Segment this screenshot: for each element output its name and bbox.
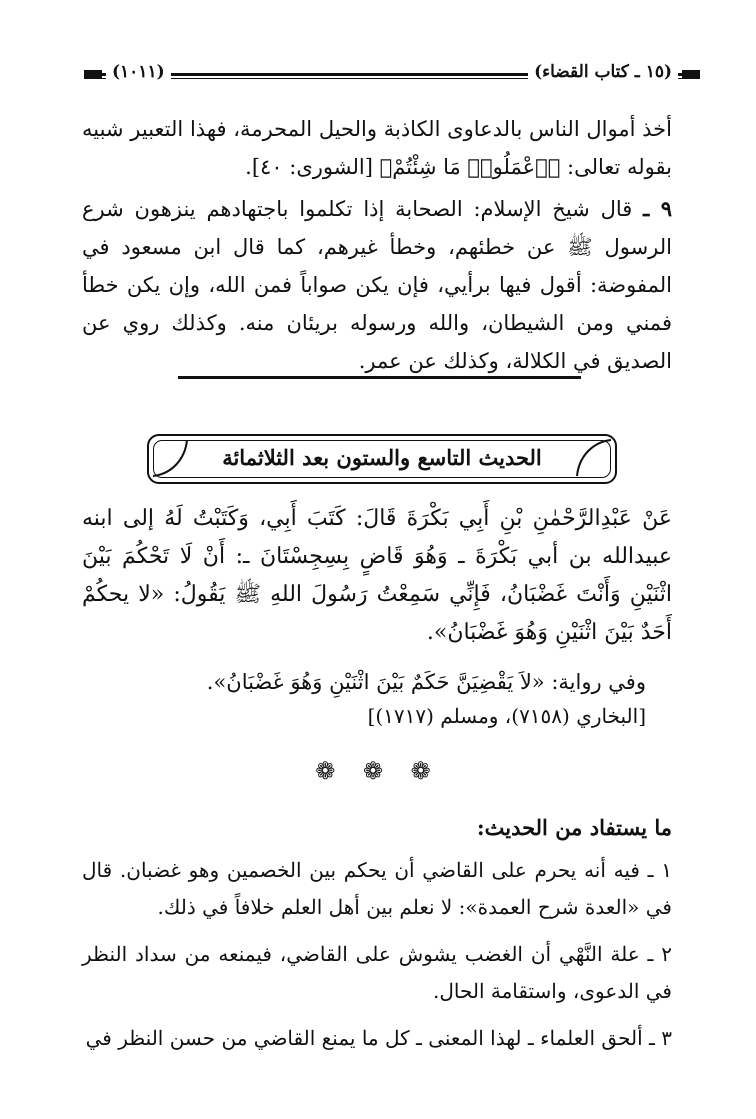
point-9-text: قال شيخ الإسلام: الصحابة إذا تكلموا باجتهادهم ينزهون شرع الرسول ﷺ عن خطئهم، وخطأ غيرهم، كما قال ابن مسعود في المفوضة: أقول فيها برأيي، فإن يكن صواباً فمن الله، وإن يكن خطأ فمني ومن الشيطان، والله ورسوله بريئان منه. وكذلك روي عن الصديق في الكلالة، وكذلك عن عمر. xyxy=(82,197,672,373)
point-9-number: ٩ ـ xyxy=(643,196,672,221)
benefit-item: ٣ ـ ألحق العلماء ـ لهذا المعنى ـ كل ما يمنع القاضي من حسن النظر في xyxy=(85,1026,672,1050)
benefits-list xyxy=(82,852,672,1067)
page-number: (١٠١١) xyxy=(106,62,171,82)
hadith-source: [البخاري (٧١٥٨)، ومسلم (١٧١٧)] xyxy=(367,704,646,728)
intro-paragraph: أخذ أموال الناس بالدعاوى الكاذبة والحيل المحرمة، فهذا التعبير شبيه بقوله تعالى: ﴿ٱعْمَلُوا۟ مَا شِئْتُمْ﴾ [الشورى: ٤٠]. xyxy=(82,117,672,179)
header-rule-cap-left xyxy=(84,70,102,79)
header-rule-cap-right xyxy=(682,70,700,79)
point-9 xyxy=(82,190,672,380)
ornament-stars-icon: ❁ ❁ ❁ xyxy=(315,757,441,785)
running-header xyxy=(84,62,700,92)
benefits-title: ما يستفاد من الحديث: xyxy=(476,815,672,840)
hadith-heading-box xyxy=(147,434,617,484)
section-divider xyxy=(178,376,581,379)
alternate-narration: وفي رواية: «لاَ يَقْضِيَنَّ حَكَمٌ بَيْنَ اثْنَيْنِ وَهُوَ غَضْبَانُ». xyxy=(206,670,646,694)
benefit-item: ٢ ـ علة النَّهْي أن الغضب يشوش على القاضي، فيمنعه من سداد النظر في الدعوى، واستقامة الحال. xyxy=(82,942,672,1003)
chapter-title: (١٥ ـ كتاب القضاء) xyxy=(528,62,678,82)
hadith-heading: الحديث التاسع والستون بعد الثلاثمائة xyxy=(222,445,542,470)
benefit-item: ١ ـ فيه أنه يحرم على القاضي أن يحكم بين الخصمين وهو غضبان. قال في «العدة شرح العمدة»: لا نعلم بين أهل العلم خلافاً في ذلك. xyxy=(82,858,672,919)
hadith-text: عَنْ عَبْدِالرَّحْمٰنِ بْنِ أَبِي بَكْرَةَ قَالَ: كَتَبَ أَبِي، وَكَتَبْتُ لَهُ إلى ابنه عبيدالله بن أبي بَكْرَةَ ـ وَهُوَ قَاضٍ بِسِجِسْتَانَ ـ: أَنْ لَا تَحْكُمَ بَيْنَ اثْنَيْنِ وَأَنْتَ غَضْبَانُ، فَإِنِّي سَمِعْتُ رَسُولَ اللهِ ﷺ يَقُولُ: «لا يحكُمْ أَحَدٌ بَيْنَ اثْنَيْنِ وَهُوَ غَضْبَانُ». xyxy=(82,506,672,645)
